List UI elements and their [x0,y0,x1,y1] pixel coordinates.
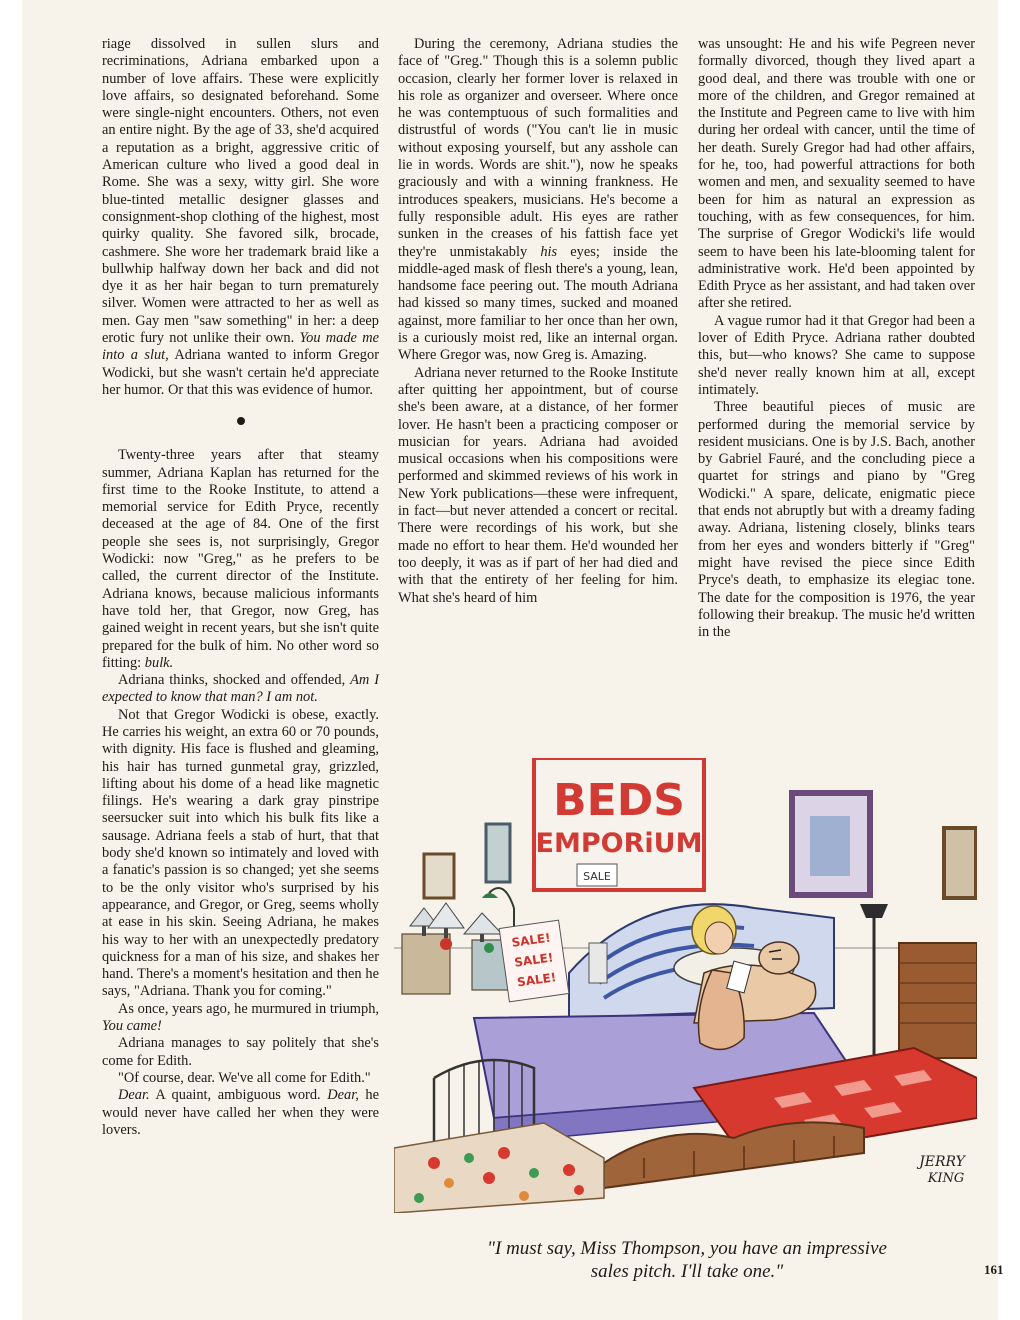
cartoon-illustration [394,758,977,1213]
paragraph: During the ceremony, Adriana studies the face of "Greg." Though this is a solemn public occasion, clearly her former lover is relaxed in his role as organizer and overseer. Where once he was contemptuous of such formalities and distrustful of words ("You can't lie in music without exposing yourself, but any asshole can lie in words. Words are shit."), now he speaks graciously and with a winning frankness. He introduces speakers, musicians. He's become a fully responsible adult. His eyes are rather sunken in the creases of his fattish face yet they're unmistakably his eyes; inside the middle-aged mask of flesh there's a young, lean, handsome face peering out. The mouth Adriana had kissed so many times, sucked and moaned against, more familiar to her once than her own, is a curiously moist red, like an internal organ. Where Gregor was, now Greg is. Amazing. [398,36,678,364]
artist-signature-line-1: JERRY [919,1154,965,1170]
paragraph: A vague rumor had it that Gregor had been a lover of Edith Pryce. Adriana rather doubted this, but—who knows? She came to suppose she'd never really known him at all, except intimately. [698,312,975,398]
paragraph: Dear. A quaint, ambiguous word. Dear, he would never have called her when they were lovers. [102,1087,379,1138]
sign-emporium-text: EMPORiUM [535,828,703,859]
paragraph: Three beautiful pieces of music are performed during the memorial service by resident musicians. One is by J.S. Bach, another by Gabriel Fauré, and the concluding piece a quartet for strings and piano by "Greg Wodicki." A spare, delicate, enigmatic piece that ends not abruptly but with a dreamy fading away. Adriana, listening closely, blinks tears from her eyes and wonders bitterly if "Greg" might have revised the piece since Edith Pryce's death, to emphasize its elegiac tone. The date for the composition is 1976, the year following their breakup. The music he'd written in the [698,399,975,641]
artist-signature-line-2: KING [927,1171,965,1186]
paragraph: riage dissolved in sullen slurs and recriminations, Adriana embarked upon a number of love affairs. These were explicitly love affairs, so designated beforehand. Some were single-night encounters. Others, not even an entire night. By the age of 33, she'd acquired a reputation as a bright, aggressive critic of American culture who lived a good deal in Rome. She was a sexy, witty girl. She wore blue-tinted metallic designer glasses and consignment-shop clothing of the highest, most quirky quality. She favored silk, brocade, cashmere. She wore her trademark braid like a bullwhip halfway down her back and did not dye it as her hair began to turn prematurely silver. Women were attracted to her as well as men. Gay men "saw something" in her: a deep erotic fury not unlike their own. You made me into a slut, Adriana wanted to inform Gregor Wodicki, but she wasn't certain he'd appreciate her humor. Or that this was evidence of humor. [102,36,379,398]
caption-line-1: "I must say, Miss Thompson, you have an impressive [487,1238,887,1259]
page-number: 161 [984,1262,1004,1277]
paragraph: Adriana never returned to the Rooke Institute after quitting her appointment, but of course she's been aware, at a distance, of her former lover. He hasn't been a practicing composer or musician for years. Adriana had avoided musical occasions when his compositions were performed and skimmed reviews of his work in New York publications—these were infrequent, in fact—but never attended a concert or recital. There were recordings of his work, but she made no effort to hear them. He'd wounded her too deeply, it was as if part of her had died and with that the entirety of her feeling for him. What she's heard of him [398,364,678,606]
paragraph: Adriana thinks, shocked and offended, Am I expected to know that man? I am not. [102,672,379,706]
caption-line-2: sales pitch. I'll take one." [590,1261,784,1282]
text-column-1 [102,36,379,1139]
magazine-page [22,0,1004,1320]
section-break-dot [237,417,245,425]
paragraph: As once, years ago, he murmured in triumph, You came! [102,1000,379,1035]
sign-sale-tag: SALE [583,870,611,883]
paragraph: was unsought: He and his wife Pegreen never formally divorced, though they lived apart a good deal, and there was trouble with one or more of the children, and Gregor remained at the Institute and Pegreen came to live with him during her ordeal with cancer, until the time of her death. Surely Gregor had had other affairs, for he, too, had powerful attractions for both women and men, and sexuality seemed to have been for him as natural an expression as touching, with as few consequences, for him. The surprise of Gregor Wodicki's life would seem to have been his late-blooming talent for administrative work. He'd been appointed by Edith Pryce as her assistant, and had taken over after she retired. [698,36,975,312]
text-column-3 [698,36,975,641]
paragraph: Twenty-three years after that steamy summer, Adriana Kaplan has returned for the first time to the Rooke Institute, to attend a memorial service for Edith Pryce, recently deceased at the age of 84. One of the first people she sees is, not surprisingly, Gregor Wodicki: now "Greg," as he prefers to be called, the current director of the Institute. Adriana knows, because malicious informants have told her, that Gregor, now Greg, has gained weight in recent years, but she isn't quite prepared for the bulk of him. No other word so fitting: bulk. [102,447,379,671]
text-column-2 [398,36,678,607]
paragraph: Not that Gregor Wodicki is obese, exactly. He carries his weight, an extra 60 or 70 pounds, with dignity. His face is flushed and gleaming, his hair has turned gunmetal gray, grizzled, lifting about his dome of a head like magnetic filings. He's wearing a dark gray pinstripe seersucker suit into which his bulk fits like a sausage. Adriana feels a stab of hurt, that that body she'd known so intimately and loved with a fanatic's passion is so changed; yet she seems to be the only visitor who's surprised by his appearance, and Gregor, or Greg, seems wholly at ease in his skin. Seeing Adriana, he makes his way to her with an unexpectedly predatory quickness for a man of his size, and shakes her hand. There's a moment's hesitation and then he says, "Adriana. Thank you for coming." [102,706,379,1000]
sale-card-line-1: SALE! [510,930,552,950]
paragraph: "Of course, dear. We've all come for Edith." [118,1069,371,1086]
sale-card-line-3: SALE! [516,970,558,990]
sign-beds-text: BEDS [553,775,685,826]
cartoon-caption [452,1237,922,1283]
sale-card-line-2: SALE! [513,950,555,970]
paragraph: Adriana manages to say politely that she's come for Edith. [102,1035,379,1069]
